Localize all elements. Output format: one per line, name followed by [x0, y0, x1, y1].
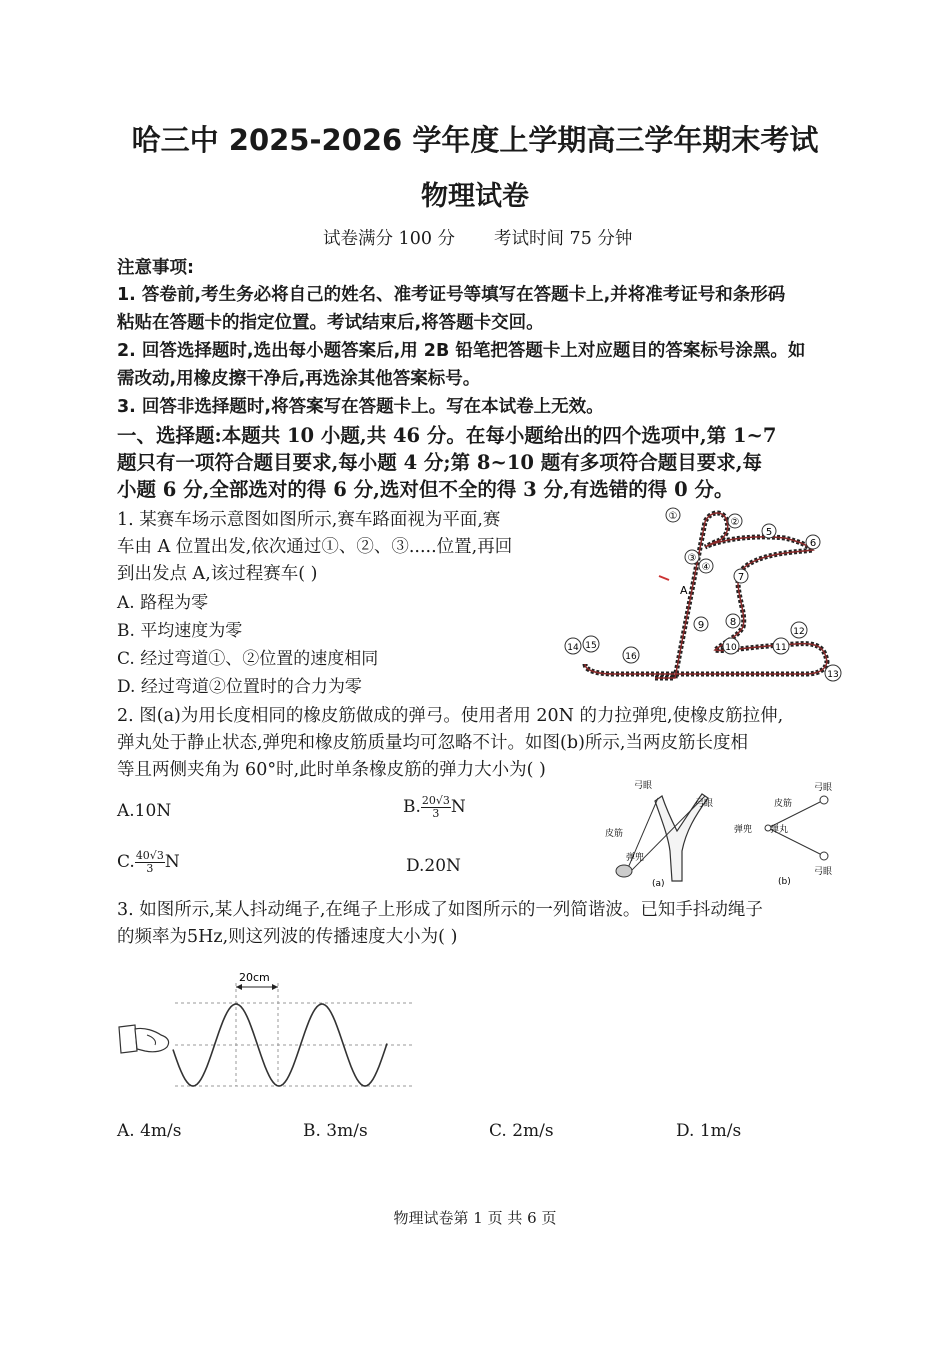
track-label: 6	[809, 538, 817, 549]
svg-text:皮筋: 皮筋	[605, 829, 624, 839]
track-centerline	[585, 513, 827, 678]
svg-text:皮筋: 皮筋	[774, 799, 793, 809]
svg-text:弓眼: 弓眼	[695, 799, 714, 809]
q1-option-b: B. 平均速度为零	[117, 621, 243, 641]
track-label: 12	[793, 627, 805, 637]
slingshot-figure-b	[730, 776, 845, 891]
exam-title: 哈三中 2025-2026 学年度上学期高三学年期末考试	[131, 123, 819, 157]
q3-stem-line: 3. 如图所示,某人抖动绳子,在绳子上形成了如图所示的一列简谐波。已知手抖动绳子	[117, 900, 763, 920]
svg-text:弓眼: 弓眼	[814, 783, 833, 793]
notice-line: 粘贴在答题卡的指定位置。考试结束后,将答题卡交回。	[117, 313, 544, 333]
track-label: ④	[701, 562, 711, 573]
track-path	[585, 513, 827, 678]
notice-line: 1. 答卷前,考生务必将自己的姓名、准考证号等填写在答题卡上,并将准考证号和条形码	[117, 285, 786, 305]
q3-option-a: A. 4m/s	[117, 1121, 182, 1141]
notice-line: 需改动,用橡皮擦干净后,再选涂其他答案标号。	[117, 369, 481, 389]
q3-option-d: D. 1m/s	[676, 1121, 742, 1141]
svg-text:(a): (a)	[652, 879, 665, 889]
notice-line: 2. 回答选择题时,选出每小题答案后,用 2B 铅笔把答题卡上对应题目的答案标号涂黑。如	[117, 341, 806, 361]
section-heading-line: 小题 6 分,全部选对的得 6 分,选对但不全的得 3 分,有选错的得 0 分。	[117, 478, 734, 501]
q3-stem-line: 的频率为5Hz,则这列波的传播速度大小为( )	[117, 927, 458, 947]
svg-text:弓眼: 弓眼	[814, 867, 833, 877]
track-label: ②	[730, 517, 740, 528]
q1-option-d: D. 经过弯道②位置时的合力为零	[117, 677, 362, 697]
subject-title: 物理试卷	[421, 181, 529, 212]
track-label: 16	[625, 652, 637, 662]
q2-stem-line: 2. 图(a)为用长度相同的橡皮筋做成的弹弓。使用者用 20N 的力拉弹兜,使橡皮筋拉伸,	[117, 706, 784, 726]
wave-label: 20cm	[239, 971, 270, 984]
track-label: 9	[697, 620, 705, 631]
section-heading-line: 题只有一项符合题目要求,每小题 4 分;第 8~10 题有多项符合题目要求,每	[117, 451, 763, 474]
fraction: $\frac{40√3}{3}$	[135, 849, 164, 875]
race-track-figure	[555, 502, 845, 692]
q3-option-c: C. 2m/s	[489, 1121, 554, 1141]
q1-option-c: C. 经过弯道①、②位置的速度相同	[117, 649, 379, 669]
svg-text:弹兜: 弹兜	[626, 853, 645, 863]
track-label: 11	[775, 643, 787, 653]
svg-text:弹兜: 弹兜	[734, 825, 753, 835]
q1-stem-line: 1. 某赛车场示意图如图所示,赛车路面视为平面,赛	[117, 510, 501, 530]
track-label: 5	[765, 527, 773, 538]
track-label: 14	[567, 643, 579, 653]
q1-stem-line: 到出发点 A,该过程赛车( )	[117, 564, 318, 584]
page-footer: 物理试卷第 1 页 共 6 页	[393, 1209, 557, 1227]
q2-stem-line: 等且两侧夹角为 60°时,此时单条橡皮筋的弹力大小为( )	[117, 760, 546, 780]
meta-score: 试卷满分 100 分	[323, 229, 456, 249]
svg-text:弹丸: 弹丸	[770, 825, 789, 835]
track-label: 13	[827, 670, 839, 680]
start-marker	[659, 576, 669, 580]
track-label: ③	[687, 553, 697, 564]
track-label-a: A	[680, 584, 688, 597]
slingshot-figure-a	[600, 776, 730, 891]
track-label: ①	[668, 511, 678, 522]
section-heading-line: 一、选择题:本题共 10 小题,共 46 分。在每小题给出的四个选项中,第 1~7	[117, 424, 777, 447]
track-label: 8	[729, 617, 737, 628]
q2-option-a: A.10N	[117, 801, 172, 821]
wave-figure	[115, 965, 425, 1095]
q2-stem-line: 弹丸处于静止状态,弹兜和橡皮筋质量均可忽略不计。如图(b)所示,当两皮筋长度相	[117, 733, 748, 753]
fraction: $\frac{20√3}{3}$	[421, 794, 450, 820]
q2-option-b: B. $\frac{20√3}{3}$ N	[403, 794, 466, 820]
track-label: 15	[585, 641, 597, 651]
q3-option-b: B. 3m/s	[303, 1121, 368, 1141]
q2-option-c: C. $\frac{40√3}{3}$ N	[117, 849, 180, 875]
track-label: 7	[737, 572, 745, 583]
notice-line: 3. 回答非选择题时,将答案写在答题卡上。写在本试卷上无效。	[117, 397, 604, 417]
svg-text:弓眼: 弓眼	[634, 781, 653, 791]
svg-text:(b): (b)	[778, 877, 791, 887]
notice-heading: 注意事项:	[117, 258, 194, 278]
q1-option-a: A. 路程为零	[117, 593, 209, 613]
q1-stem-line: 车由 A 位置出发,依次通过①、②、③.....位置,再回	[117, 537, 513, 557]
meta-time: 考试时间 75 分钟	[494, 229, 633, 249]
track-label: 10	[725, 643, 737, 653]
hand-icon	[119, 1025, 169, 1053]
q2-option-d: D.20N	[406, 856, 461, 876]
